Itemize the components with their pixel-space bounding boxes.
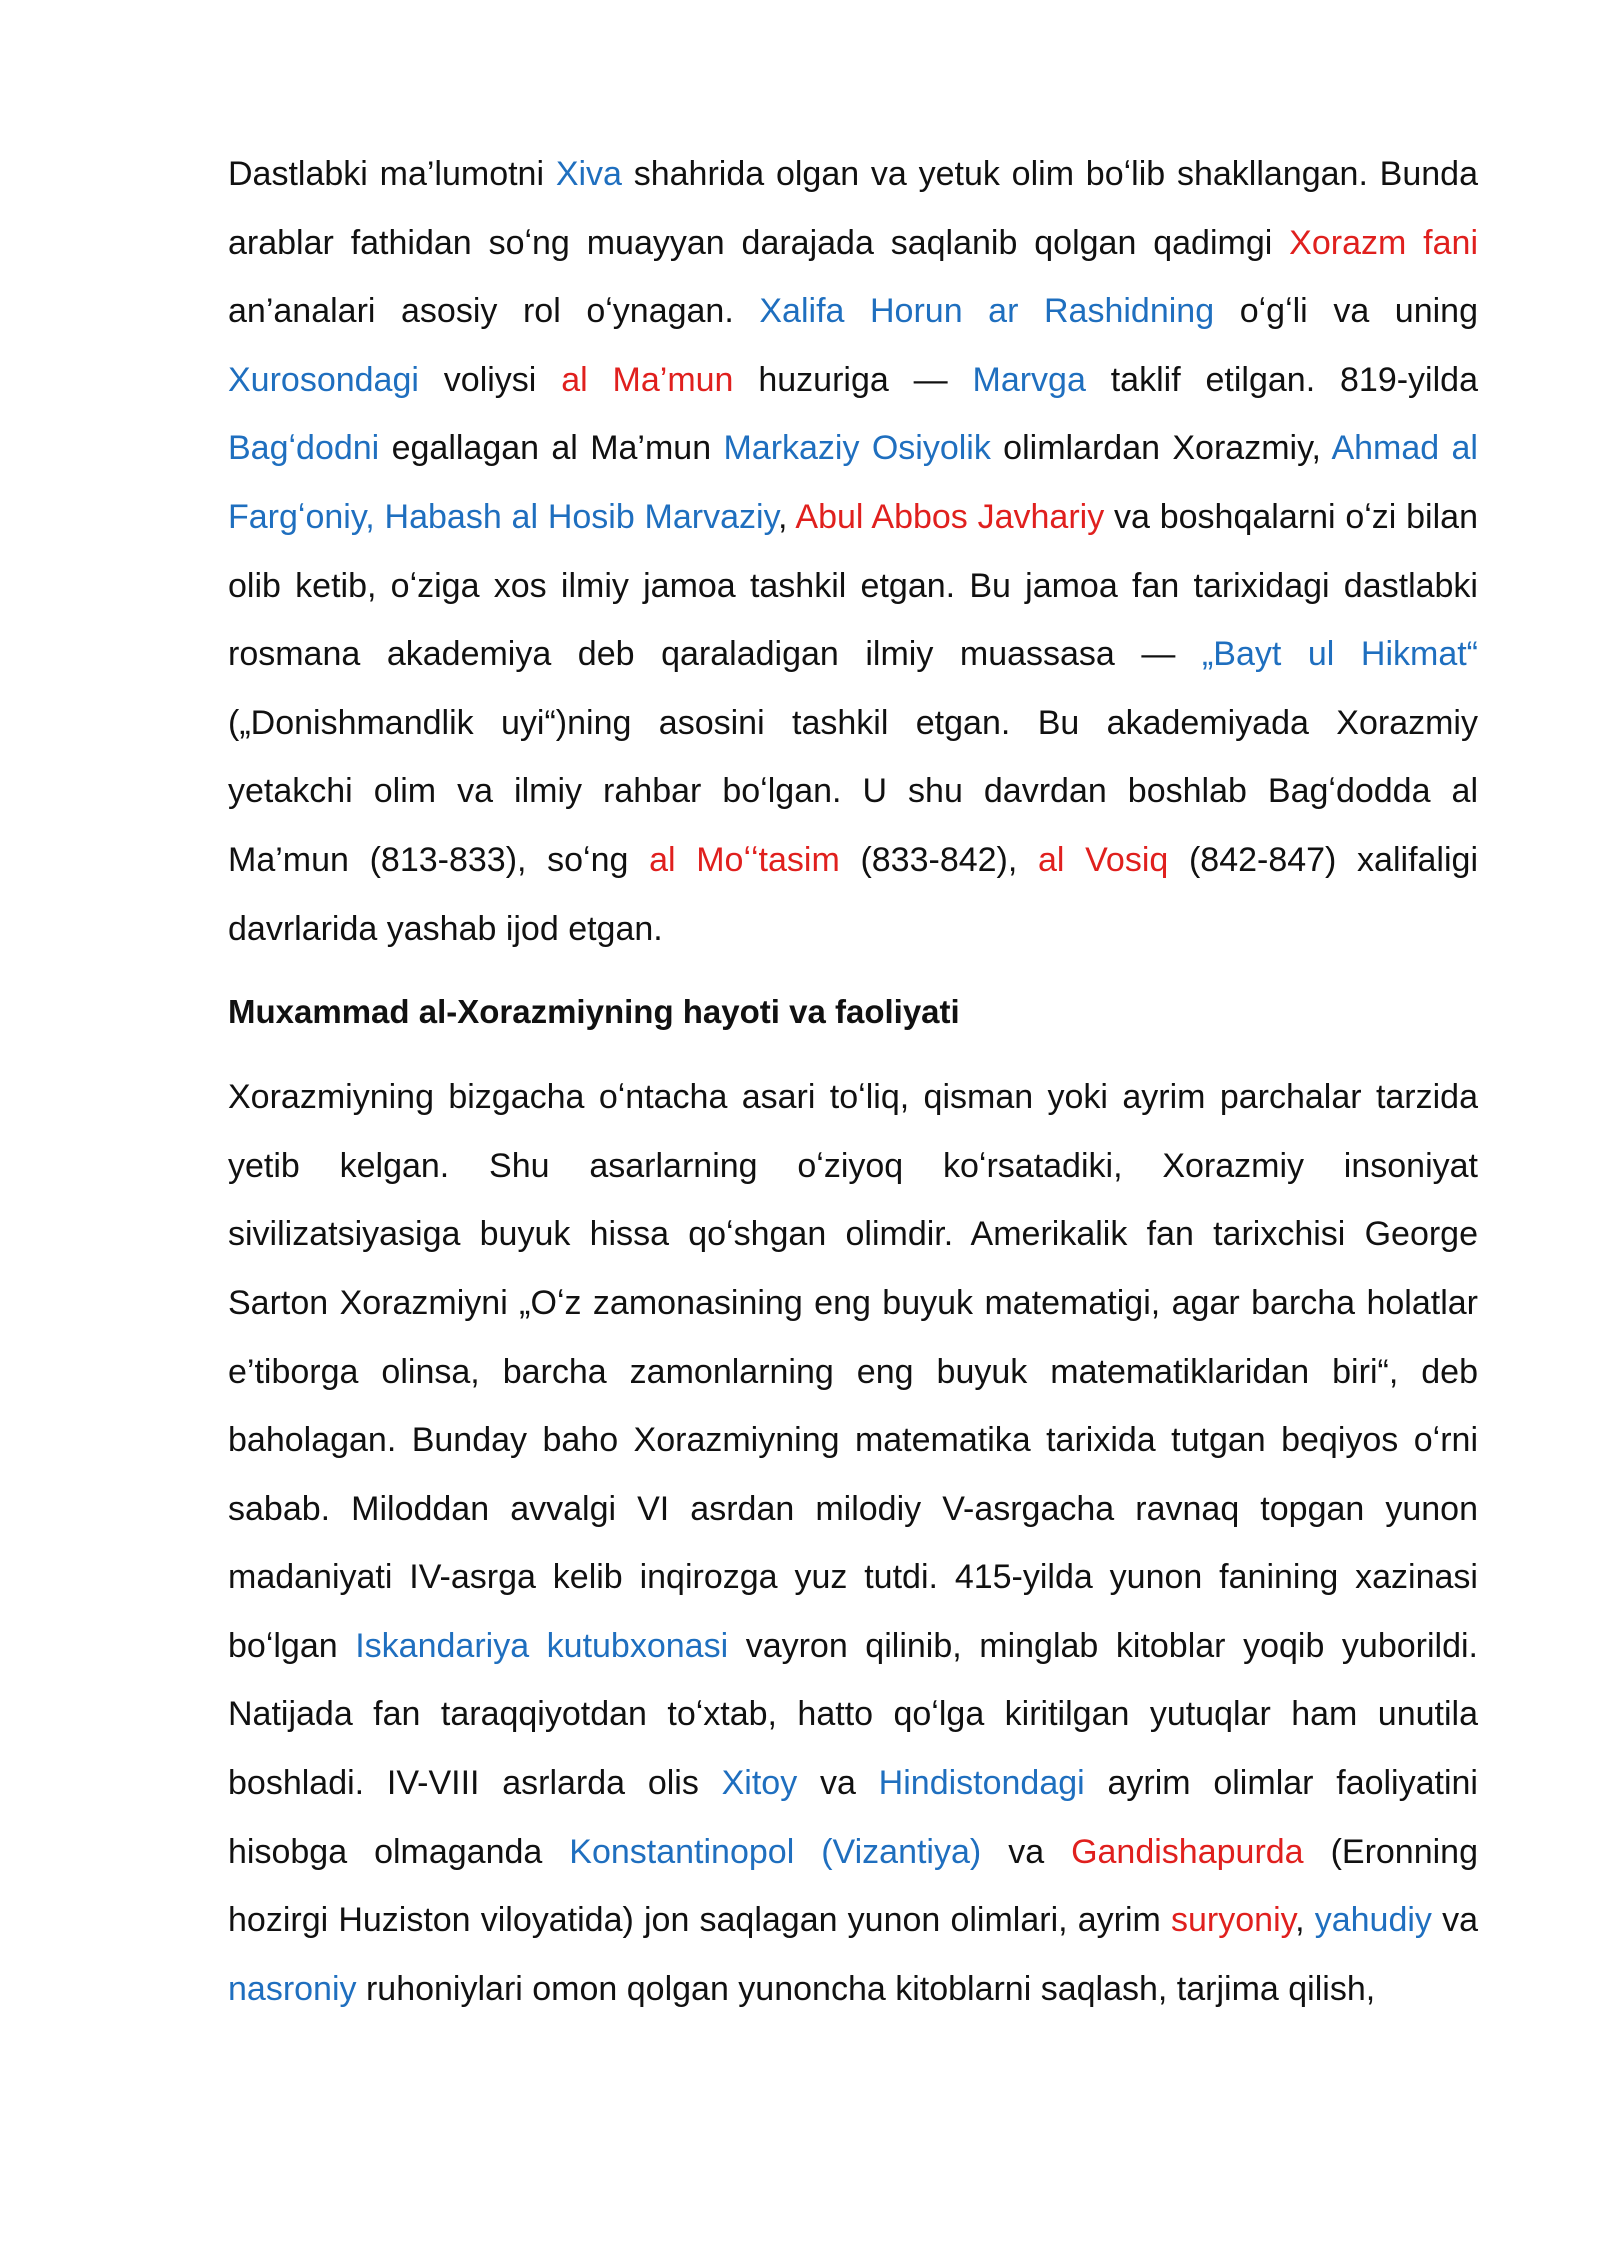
body-text: egallagan al Ma’mun: [379, 429, 724, 468]
hyperlink-text[interactable]: Xalifa Horun ar Rashidning: [759, 292, 1215, 331]
body-text: shahrida olgan va yetuk olim boʻlib shakllangan. Bunda arablar fathidan soʻng muayyan darajada saqlanib qolgan qadimgi: [228, 155, 1478, 262]
highlighted-term: al Vosiq: [1037, 840, 1169, 879]
body-text: va: [1431, 1901, 1478, 1940]
body-text: (Eronning hozirgi Huziston viloyatida) jon saqlagan yunon olimlari, ayrim: [228, 1832, 1478, 1940]
hyperlink-text[interactable]: Xurosondagi: [228, 360, 419, 399]
body-text: huzuriga —: [733, 360, 973, 399]
highlighted-term: Abul Abbos Javhariy: [795, 497, 1105, 536]
body-text: va: [981, 1832, 1072, 1871]
body-text: va: [797, 1764, 879, 1803]
body-text: Xorazmiyning bizgacha oʻntacha asari toʻliq, qisman yoki ayrim parchalar tarzida yetib kelgan. Shu asarlarning oʻziyoq koʻrsatadiki, Xorazmiy insoniyat sivilizatsiyasiga buyuk hissa qoʻshgan olimdir. Amerikalik fan tarixchisi George Sarton Xorazmiyni „Oʻz zamonasining eng buyuk matematigi, agar barcha holatlar e’tiborga olinsa, barcha zamonlarning eng buyuk matematiklaridan biri“, deb baholagan. Bunday baho Xorazmiyning matematika tarixida tutgan beqiyos oʻrni sabab. Miloddan avvalgi VI asrdan milodiy V-asrgacha ravnaq topgan yunon madaniyati IV-asrga kelib inqirozga yuz tutdi. 415-yilda yunon fanining xazinasi boʻlgan: [228, 1078, 1478, 1665]
body-text: ,: [778, 497, 796, 536]
hyperlink-text[interactable]: Iskandariya kutubxonasi: [355, 1626, 729, 1665]
hyperlink-text[interactable]: Bagʻdodni: [228, 429, 380, 468]
highlighted-term: al Moʻʻtasim: [649, 840, 840, 879]
body-text: va boshqalarni oʻzi bilan olib ketib, oʻziga xos ilmiy jamoa tashkil etgan. Bu jamoa fan tarixidagi dastlabki rosmana akademiya deb qaraladigan ilmiy muassasa —: [228, 497, 1478, 674]
hyperlink-text[interactable]: „Bayt ul Hikmat“: [1201, 635, 1479, 674]
hyperlink-text[interactable]: yahudiy: [1314, 1901, 1432, 1940]
body-text: (842-847) xalifaligi davrlarida yashab ijod etgan.: [228, 840, 1478, 948]
body-text: ,: [1295, 1901, 1315, 1940]
highlighted-term: Gandishapurda: [1071, 1832, 1304, 1871]
hyperlink-text[interactable]: Markaziy Osiyolik: [723, 429, 991, 468]
body-text: vayron qilinib, minglab kitoblar yoqib yuborildi. Natijada fan taraqqiyotdan toʻxtab, hatto qoʻlga kiritilgan yutuqlar ham unutila boshladi. IV-VIII asrlarda olis: [228, 1626, 1478, 1803]
body-text: voliysi: [418, 360, 562, 399]
paragraph-intro: [228, 140, 1478, 963]
hyperlink-text[interactable]: Xiva: [555, 155, 622, 193]
section-heading: Muxammad al-Xorazmiyning hayoti va faoliyati: [228, 993, 960, 1031]
paragraph-biography: [228, 1063, 1478, 2023]
hyperlink-text[interactable]: nasroniy: [228, 1969, 357, 2008]
body-text: taklif etilgan. 819-yilda: [1085, 360, 1478, 399]
hyperlink-text[interactable]: Hindistondagi: [878, 1764, 1085, 1803]
document-body: [228, 140, 1478, 2023]
body-text: oʻgʻli va uning: [1214, 292, 1478, 331]
hyperlink-text[interactable]: Marvga: [972, 360, 1086, 399]
body-text: ayrim olimlar faoliyatini hisobga olmaganda: [228, 1764, 1478, 1871]
body-text: an’analari asosiy rol oʻynagan.: [228, 292, 760, 331]
body-text: („Donishmandlik uyi“)ning asosini tashkil etgan. Bu akademiyada Xorazmiy yetakchi olim va ilmiy rahbar boʻlgan. U shu davrdan boshlab Bagʻdodda al Ma’mun (813-833), soʻng: [228, 703, 1478, 879]
body-text: olimlardan Xorazmiy,: [990, 429, 1332, 468]
highlighted-term: al Ma’mun: [561, 360, 734, 399]
body-text: (833-842),: [839, 840, 1038, 879]
highlighted-term: Xorazm fani: [1289, 223, 1478, 262]
body-text: ruhoniylari omon qolgan yunoncha kitoblarni saqlash, tarjima qilish,: [356, 1969, 1376, 2008]
hyperlink-text[interactable]: Ahmad al Fargʻoniy, Habash al Hosib Marvaziy: [228, 429, 1478, 536]
highlighted-term: suryoniy: [1171, 1901, 1296, 1940]
hyperlink-text[interactable]: Konstantinopol (Vizantiya): [569, 1832, 982, 1871]
body-text: Dastlabki ma’lumotni: [228, 155, 556, 193]
hyperlink-text[interactable]: Xitoy: [721, 1764, 798, 1803]
